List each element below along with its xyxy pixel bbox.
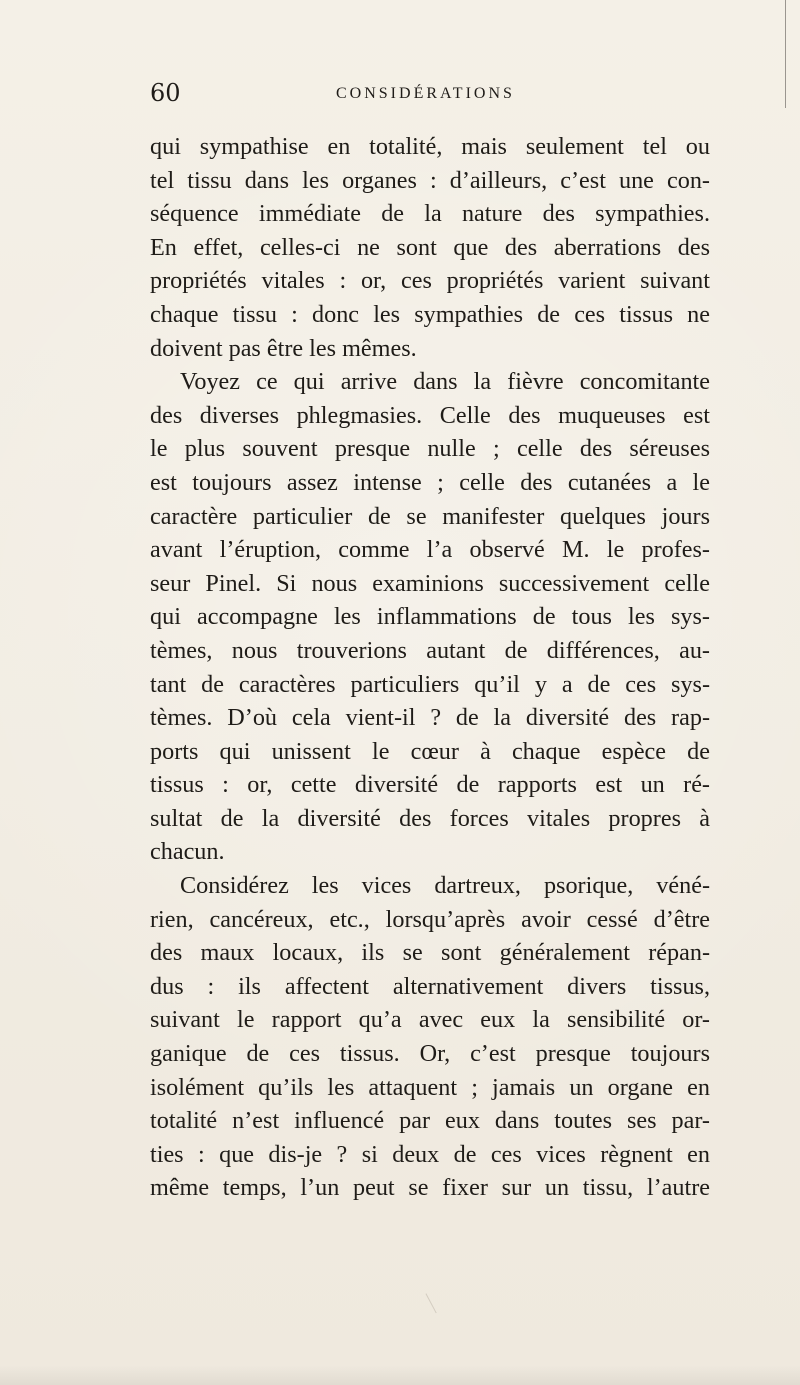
text-line: qui accompagne les inflammations de tous les sys- xyxy=(150,603,710,631)
page-edge-rule xyxy=(785,0,786,108)
running-title: CONSIDÉRATIONS xyxy=(336,85,515,102)
text-line: caractère particulier de se manifester quelques jours xyxy=(150,502,710,530)
text-line: dus : ils affectent alternativement divers tissus, xyxy=(150,972,710,1000)
page-body-text xyxy=(150,130,710,1205)
text-line: isolément qu’ils les attaquent ; jamais un organe en xyxy=(150,1073,710,1101)
text-line: propriétés vitales : or, ces propriétés varient suivant xyxy=(150,267,710,295)
paper-mark xyxy=(425,1289,445,1314)
text-line: suivant le rapport qu’a avec eux la sensibilité or- xyxy=(150,1006,710,1034)
text-line: le plus souvent presque nulle ; celle des séreuses xyxy=(150,435,710,463)
text-line: tèmes. D’où cela vient-il ? de la diversité des rap- xyxy=(150,704,710,732)
text-line: ties : que dis-je ? si deux de ces vices règnent en xyxy=(150,1140,710,1168)
text-line: des diverses phlegmasies. Celle des muqueuses est xyxy=(150,401,710,429)
text-line: même temps, l’un peut se fixer sur un tissu, l’autre xyxy=(150,1174,710,1202)
text-line: chaque tissu : donc les sympathies de ces tissus ne xyxy=(150,300,710,328)
text-line: doivent pas être les mêmes. xyxy=(150,334,417,362)
text-line: sultat de la diversité des forces vitales propres à xyxy=(150,804,710,832)
text-line: seur Pinel. Si nous examinions successivement celle xyxy=(150,569,710,597)
text-line: En effet, celles-ci ne sont que des aberrations des xyxy=(150,233,710,261)
text-line: avant l’éruption, comme l’a observé M. le profes- xyxy=(150,536,710,564)
text-line: ganique de ces tissus. Or, c’est presque toujours xyxy=(150,1040,710,1068)
text-line: chacun. xyxy=(150,838,225,866)
text-line: tel tissu dans les organes : d’ailleurs, c’est une con- xyxy=(150,166,710,194)
page-header xyxy=(150,78,710,112)
text-line: des maux locaux, ils se sont généralement répan- xyxy=(150,939,710,967)
page-number: 60 xyxy=(150,79,181,107)
page-bottom-shadow xyxy=(0,1365,800,1385)
text-line: tèmes, nous trouverions autant de différences, au- xyxy=(150,636,710,664)
text-line: tant de caractères particuliers qu’il y a de ces sys- xyxy=(150,670,710,698)
text-line: Voyez ce qui arrive dans la fièvre concomitante xyxy=(180,368,710,396)
text-line: est toujours assez intense ; celle des cutanées a le xyxy=(150,468,710,496)
text-line: totalité n’est influencé par eux dans toutes ses par- xyxy=(150,1107,710,1135)
text-line: rien, cancéreux, etc., lorsqu’après avoir cessé d’être xyxy=(150,905,710,933)
text-line: Considérez les vices dartreux, psorique, véné- xyxy=(180,872,710,900)
text-line: qui sympathise en totalité, mais seulement tel ou xyxy=(150,133,710,160)
text-line: ports qui unissent le cœur à chaque espèce de xyxy=(150,737,710,765)
text-line: séquence immédiate de la nature des sympathies. xyxy=(150,200,710,228)
text-line: tissus : or, cette diversité de rapports est un ré- xyxy=(150,771,710,799)
